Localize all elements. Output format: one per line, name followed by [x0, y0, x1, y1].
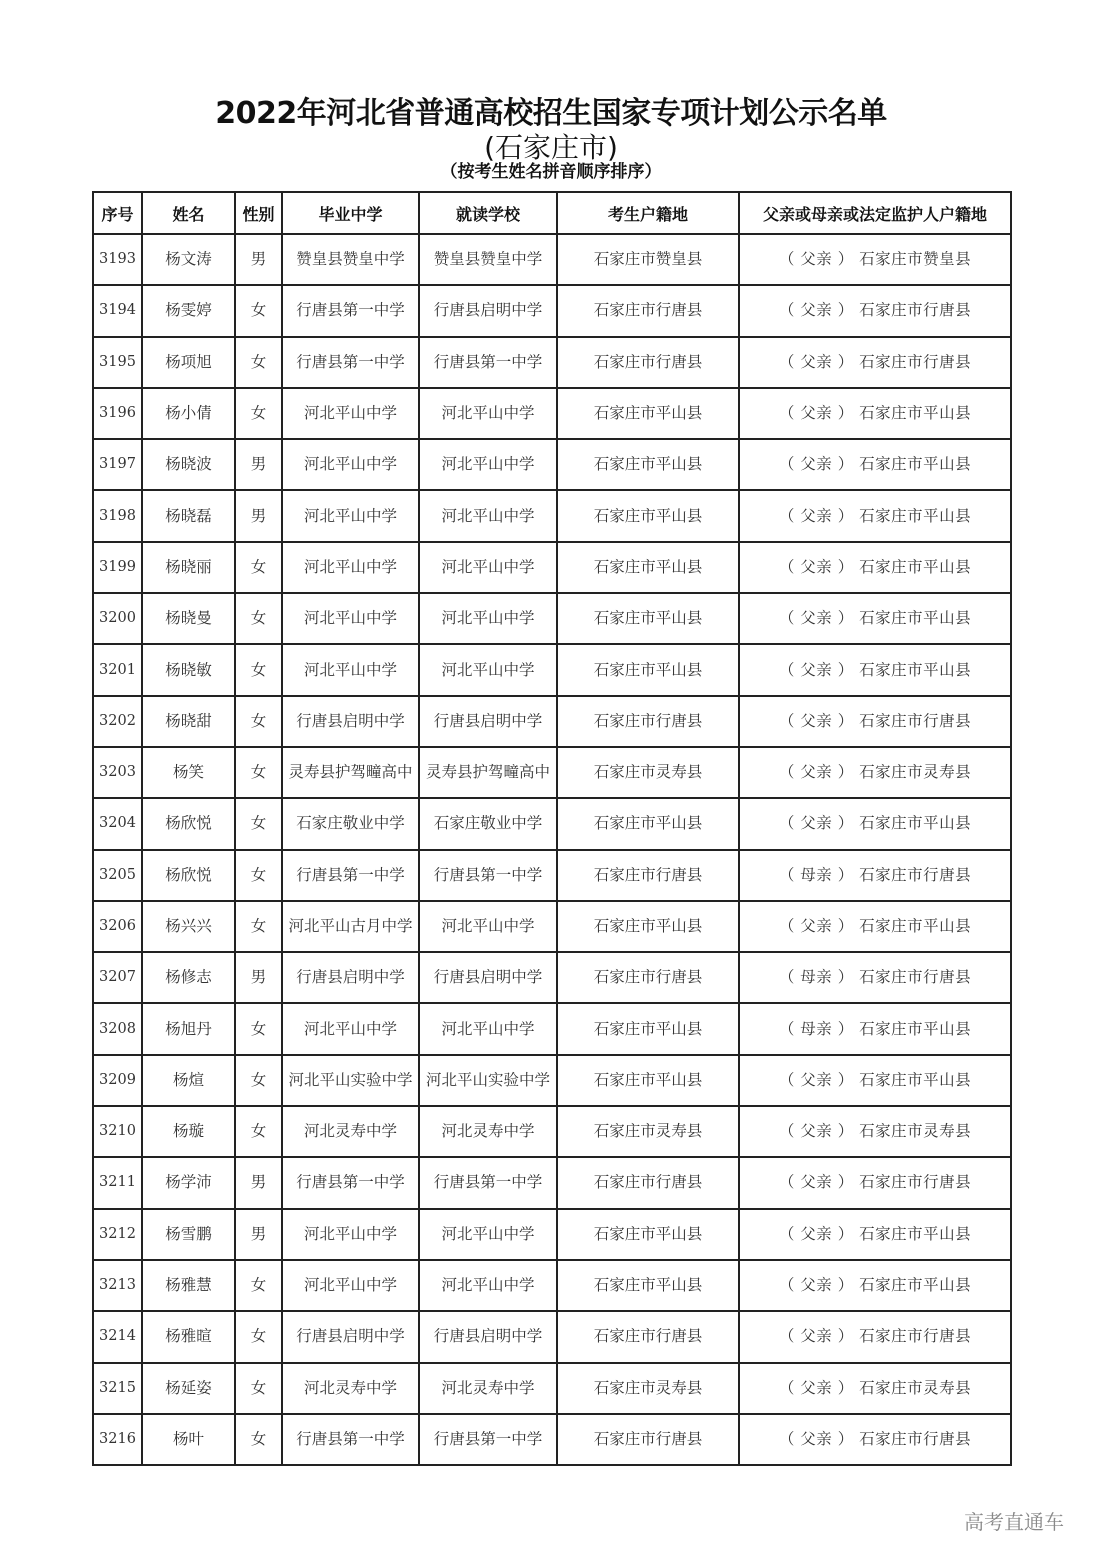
cell-guardian-hukou: （ 父亲 ） 石家庄市行唐县 — [739, 337, 1011, 388]
cell-grad-school: 行唐县第一中学 — [282, 1157, 419, 1208]
cell-gender: 男 — [235, 1157, 282, 1208]
cell-hukou: 石家庄市平山县 — [557, 542, 739, 593]
document-title: 2022年河北省普通高校招生国家专项计划公示名单 — [215, 96, 887, 131]
cell-hukou: 石家庄市赞皇县 — [557, 234, 739, 285]
cell-guardian-hukou: （ 父亲 ） 石家庄市赞皇县 — [739, 234, 1011, 285]
table-row — [93, 593, 1011, 644]
cell-gender: 女 — [235, 1106, 282, 1157]
table-row — [93, 234, 1011, 285]
cell-gender: 男 — [235, 490, 282, 541]
cell-name: 杨晓波 — [142, 439, 235, 490]
table-row — [93, 542, 1011, 593]
cell-no: 3206 — [93, 901, 142, 952]
cell-guardian-hukou: （ 父亲 ） 石家庄市行唐县 — [739, 1157, 1011, 1208]
cell-name: 杨文涛 — [142, 234, 235, 285]
cell-name: 杨学沛 — [142, 1157, 235, 1208]
cell-no: 3208 — [93, 1003, 142, 1054]
cell-name: 杨晓甜 — [142, 696, 235, 747]
cell-hukou: 石家庄市平山县 — [557, 1260, 739, 1311]
cell-name: 杨笑 — [142, 747, 235, 798]
cell-guardian-hukou: （ 父亲 ） 石家庄市平山县 — [739, 644, 1011, 695]
cell-gender: 女 — [235, 285, 282, 336]
header-hukou: 考生户籍地 — [557, 192, 739, 234]
cell-no: 3212 — [93, 1209, 142, 1260]
cell-gender: 女 — [235, 593, 282, 644]
cell-current-school: 行唐县启明中学 — [419, 952, 557, 1003]
header-name: 姓名 — [142, 192, 235, 234]
cell-current-school: 河北平山中学 — [419, 388, 557, 439]
table-row — [93, 1260, 1011, 1311]
cell-grad-school: 行唐县第一中学 — [282, 337, 419, 388]
cell-current-school: 行唐县启明中学 — [419, 1311, 557, 1362]
cell-grad-school: 行唐县第一中学 — [282, 285, 419, 336]
cell-grad-school: 河北灵寿中学 — [282, 1106, 419, 1157]
cell-name: 杨晓敏 — [142, 644, 235, 695]
cell-grad-school: 河北平山中学 — [282, 490, 419, 541]
cell-grad-school: 行唐县第一中学 — [282, 850, 419, 901]
cell-hukou: 石家庄市行唐县 — [557, 850, 739, 901]
table-row — [93, 285, 1011, 336]
table-row — [93, 337, 1011, 388]
cell-grad-school: 河北平山中学 — [282, 542, 419, 593]
cell-name: 杨欣悦 — [142, 850, 235, 901]
cell-name: 杨延姿 — [142, 1363, 235, 1414]
cell-grad-school: 河北平山中学 — [282, 439, 419, 490]
cell-hukou: 石家庄市平山县 — [557, 593, 739, 644]
cell-no: 3193 — [93, 234, 142, 285]
cell-gender: 女 — [235, 1414, 282, 1465]
cell-no: 3199 — [93, 542, 142, 593]
cell-name: 杨晓曼 — [142, 593, 235, 644]
cell-guardian-hukou: （ 父亲 ） 石家庄市平山县 — [739, 1055, 1011, 1106]
cell-current-school: 河北平山中学 — [419, 593, 557, 644]
cell-name: 杨欣悦 — [142, 798, 235, 849]
cell-no: 3201 — [93, 644, 142, 695]
table-row — [93, 952, 1011, 1003]
cell-guardian-hukou: （ 父亲 ） 石家庄市灵寿县 — [739, 1106, 1011, 1157]
cell-hukou: 石家庄市平山县 — [557, 1209, 739, 1260]
cell-no: 3202 — [93, 696, 142, 747]
cell-current-school: 行唐县第一中学 — [419, 1414, 557, 1465]
cell-hukou: 石家庄市灵寿县 — [557, 1106, 739, 1157]
cell-no: 3204 — [93, 798, 142, 849]
watermark: 高考直通车 — [964, 1510, 1064, 1534]
cell-current-school: 河北平山实验中学 — [419, 1055, 557, 1106]
cell-name: 杨煊 — [142, 1055, 235, 1106]
cell-gender: 女 — [235, 696, 282, 747]
cell-gender: 男 — [235, 234, 282, 285]
cell-guardian-hukou: （ 父亲 ） 石家庄市平山县 — [739, 1209, 1011, 1260]
cell-hukou: 石家庄市平山县 — [557, 1055, 739, 1106]
cell-hukou: 石家庄市平山县 — [557, 388, 739, 439]
cell-gender: 女 — [235, 644, 282, 695]
cell-name: 杨晓磊 — [142, 490, 235, 541]
cell-guardian-hukou: （ 母亲 ） 石家庄市行唐县 — [739, 952, 1011, 1003]
cell-hukou: 石家庄市行唐县 — [557, 337, 739, 388]
cell-name: 杨修志 — [142, 952, 235, 1003]
cell-guardian-hukou: （ 父亲 ） 石家庄市行唐县 — [739, 285, 1011, 336]
cell-grad-school: 河北平山中学 — [282, 1260, 419, 1311]
cell-hukou: 石家庄市平山县 — [557, 1003, 739, 1054]
cell-name: 杨旭丹 — [142, 1003, 235, 1054]
cell-gender: 女 — [235, 1260, 282, 1311]
cell-name: 杨兴兴 — [142, 901, 235, 952]
cell-grad-school: 赞皇县赞皇中学 — [282, 234, 419, 285]
roster-table — [92, 191, 1012, 1466]
table-row — [93, 490, 1011, 541]
table-row — [93, 798, 1011, 849]
cell-guardian-hukou: （ 父亲 ） 石家庄市行唐县 — [739, 1311, 1011, 1362]
cell-current-school: 河北平山中学 — [419, 644, 557, 695]
cell-gender: 女 — [235, 901, 282, 952]
cell-no: 3196 — [93, 388, 142, 439]
cell-grad-school: 灵寿县护驾疃高中 — [282, 747, 419, 798]
cell-no: 3211 — [93, 1157, 142, 1208]
cell-name: 杨叶 — [142, 1414, 235, 1465]
cell-current-school: 河北平山中学 — [419, 1209, 557, 1260]
cell-no: 3194 — [93, 285, 142, 336]
cell-no: 3197 — [93, 439, 142, 490]
cell-gender: 男 — [235, 439, 282, 490]
table-row — [93, 1363, 1011, 1414]
cell-gender: 女 — [235, 798, 282, 849]
table-row — [93, 388, 1011, 439]
cell-guardian-hukou: （ 父亲 ） 石家庄市行唐县 — [739, 696, 1011, 747]
cell-guardian-hukou: （ 父亲 ） 石家庄市灵寿县 — [739, 747, 1011, 798]
cell-guardian-hukou: （ 父亲 ） 石家庄市平山县 — [739, 901, 1011, 952]
table-row — [93, 1209, 1011, 1260]
cell-grad-school: 行唐县启明中学 — [282, 696, 419, 747]
cell-guardian-hukou: （ 母亲 ） 石家庄市平山县 — [739, 1003, 1011, 1054]
cell-current-school: 行唐县第一中学 — [419, 1157, 557, 1208]
table-row — [93, 1003, 1011, 1054]
cell-current-school: 赞皇县赞皇中学 — [419, 234, 557, 285]
cell-name: 杨雅慧 — [142, 1260, 235, 1311]
cell-hukou: 石家庄市行唐县 — [557, 1157, 739, 1208]
cell-grad-school: 石家庄敬业中学 — [282, 798, 419, 849]
cell-name: 杨项旭 — [142, 337, 235, 388]
cell-name: 杨雪鹏 — [142, 1209, 235, 1260]
cell-hukou: 石家庄市平山县 — [557, 490, 739, 541]
cell-guardian-hukou: （ 父亲 ） 石家庄市行唐县 — [739, 1414, 1011, 1465]
sort-note: （按考生姓名拼音顺序排序） — [440, 162, 662, 182]
cell-grad-school: 河北平山中学 — [282, 388, 419, 439]
cell-guardian-hukou: （ 父亲 ） 石家庄市平山县 — [739, 798, 1011, 849]
cell-hukou: 石家庄市行唐县 — [557, 1311, 739, 1362]
header-grad-school: 毕业中学 — [282, 192, 419, 234]
cell-hukou: 石家庄市平山县 — [557, 644, 739, 695]
cell-no: 3210 — [93, 1106, 142, 1157]
cell-no: 3200 — [93, 593, 142, 644]
cell-name: 杨璇 — [142, 1106, 235, 1157]
cell-no: 3195 — [93, 337, 142, 388]
cell-grad-school: 河北平山中学 — [282, 644, 419, 695]
table-row — [93, 1311, 1011, 1362]
cell-guardian-hukou: （ 父亲 ） 石家庄市平山县 — [739, 542, 1011, 593]
cell-no: 3207 — [93, 952, 142, 1003]
cell-current-school: 灵寿县护驾疃高中 — [419, 747, 557, 798]
cell-no: 3213 — [93, 1260, 142, 1311]
cell-grad-school: 河北平山中学 — [282, 1209, 419, 1260]
cell-current-school: 河北平山中学 — [419, 542, 557, 593]
header-guardian-hukou: 父亲或母亲或法定监护人户籍地 — [739, 192, 1011, 234]
cell-current-school: 行唐县启明中学 — [419, 285, 557, 336]
cell-no: 3216 — [93, 1414, 142, 1465]
cell-hukou: 石家庄市灵寿县 — [557, 1363, 739, 1414]
cell-gender: 女 — [235, 747, 282, 798]
table-row — [93, 696, 1011, 747]
header-current-school: 就读学校 — [419, 192, 557, 234]
cell-name: 杨雅暄 — [142, 1311, 235, 1362]
table-body — [93, 234, 1011, 1465]
cell-hukou: 石家庄市平山县 — [557, 439, 739, 490]
cell-hukou: 石家庄市灵寿县 — [557, 747, 739, 798]
cell-guardian-hukou: （ 父亲 ） 石家庄市平山县 — [739, 1260, 1011, 1311]
cell-hukou: 石家庄市平山县 — [557, 798, 739, 849]
cell-name: 杨小倩 — [142, 388, 235, 439]
cell-no: 3205 — [93, 850, 142, 901]
cell-grad-school: 行唐县第一中学 — [282, 1414, 419, 1465]
cell-current-school: 石家庄敬业中学 — [419, 798, 557, 849]
header-no: 序号 — [93, 192, 142, 234]
cell-name: 杨晓丽 — [142, 542, 235, 593]
cell-grad-school: 行唐县启明中学 — [282, 952, 419, 1003]
cell-grad-school: 河北灵寿中学 — [282, 1363, 419, 1414]
cell-guardian-hukou: （ 母亲 ） 石家庄市行唐县 — [739, 850, 1011, 901]
cell-gender: 女 — [235, 388, 282, 439]
cell-no: 3209 — [93, 1055, 142, 1106]
document-subtitle: (石家庄市) — [484, 131, 618, 164]
cell-current-school: 河北平山中学 — [419, 901, 557, 952]
cell-no: 3203 — [93, 747, 142, 798]
table-row — [93, 439, 1011, 490]
cell-gender: 男 — [235, 1209, 282, 1260]
cell-no: 3198 — [93, 490, 142, 541]
table-header-row — [93, 192, 1011, 234]
cell-current-school: 行唐县第一中学 — [419, 337, 557, 388]
cell-no: 3214 — [93, 1311, 142, 1362]
table-row — [93, 1414, 1011, 1465]
cell-guardian-hukou: （ 父亲 ） 石家庄市平山县 — [739, 593, 1011, 644]
cell-hukou: 石家庄市行唐县 — [557, 1414, 739, 1465]
table-row — [93, 644, 1011, 695]
cell-grad-school: 河北平山中学 — [282, 593, 419, 644]
cell-current-school: 行唐县启明中学 — [419, 696, 557, 747]
cell-current-school: 河北灵寿中学 — [419, 1106, 557, 1157]
cell-name: 杨雯婷 — [142, 285, 235, 336]
cell-guardian-hukou: （ 父亲 ） 石家庄市平山县 — [739, 388, 1011, 439]
cell-gender: 女 — [235, 1003, 282, 1054]
cell-hukou: 石家庄市行唐县 — [557, 285, 739, 336]
cell-guardian-hukou: （ 父亲 ） 石家庄市平山县 — [739, 490, 1011, 541]
cell-current-school: 河北平山中学 — [419, 439, 557, 490]
cell-gender: 女 — [235, 1311, 282, 1362]
cell-current-school: 河北平山中学 — [419, 1260, 557, 1311]
table-row — [93, 1157, 1011, 1208]
cell-grad-school: 河北平山实验中学 — [282, 1055, 419, 1106]
cell-gender: 女 — [235, 337, 282, 388]
table-row — [93, 850, 1011, 901]
cell-hukou: 石家庄市行唐县 — [557, 952, 739, 1003]
cell-grad-school: 河北平山中学 — [282, 1003, 419, 1054]
cell-no: 3215 — [93, 1363, 142, 1414]
header-gender: 性别 — [235, 192, 282, 234]
table-row — [93, 1055, 1011, 1106]
cell-grad-school: 河北平山古月中学 — [282, 901, 419, 952]
table-row — [93, 1106, 1011, 1157]
cell-gender: 女 — [235, 1055, 282, 1106]
table-row — [93, 747, 1011, 798]
cell-gender: 女 — [235, 850, 282, 901]
cell-hukou: 石家庄市平山县 — [557, 901, 739, 952]
cell-hukou: 石家庄市行唐县 — [557, 696, 739, 747]
cell-gender: 女 — [235, 542, 282, 593]
cell-guardian-hukou: （ 父亲 ） 石家庄市平山县 — [739, 439, 1011, 490]
table-row — [93, 901, 1011, 952]
cell-current-school: 河北平山中学 — [419, 1003, 557, 1054]
cell-guardian-hukou: （ 父亲 ） 石家庄市灵寿县 — [739, 1363, 1011, 1414]
cell-gender: 男 — [235, 952, 282, 1003]
cell-gender: 女 — [235, 1363, 282, 1414]
cell-grad-school: 行唐县启明中学 — [282, 1311, 419, 1362]
cell-current-school: 河北灵寿中学 — [419, 1363, 557, 1414]
cell-current-school: 河北平山中学 — [419, 490, 557, 541]
cell-current-school: 行唐县第一中学 — [419, 850, 557, 901]
